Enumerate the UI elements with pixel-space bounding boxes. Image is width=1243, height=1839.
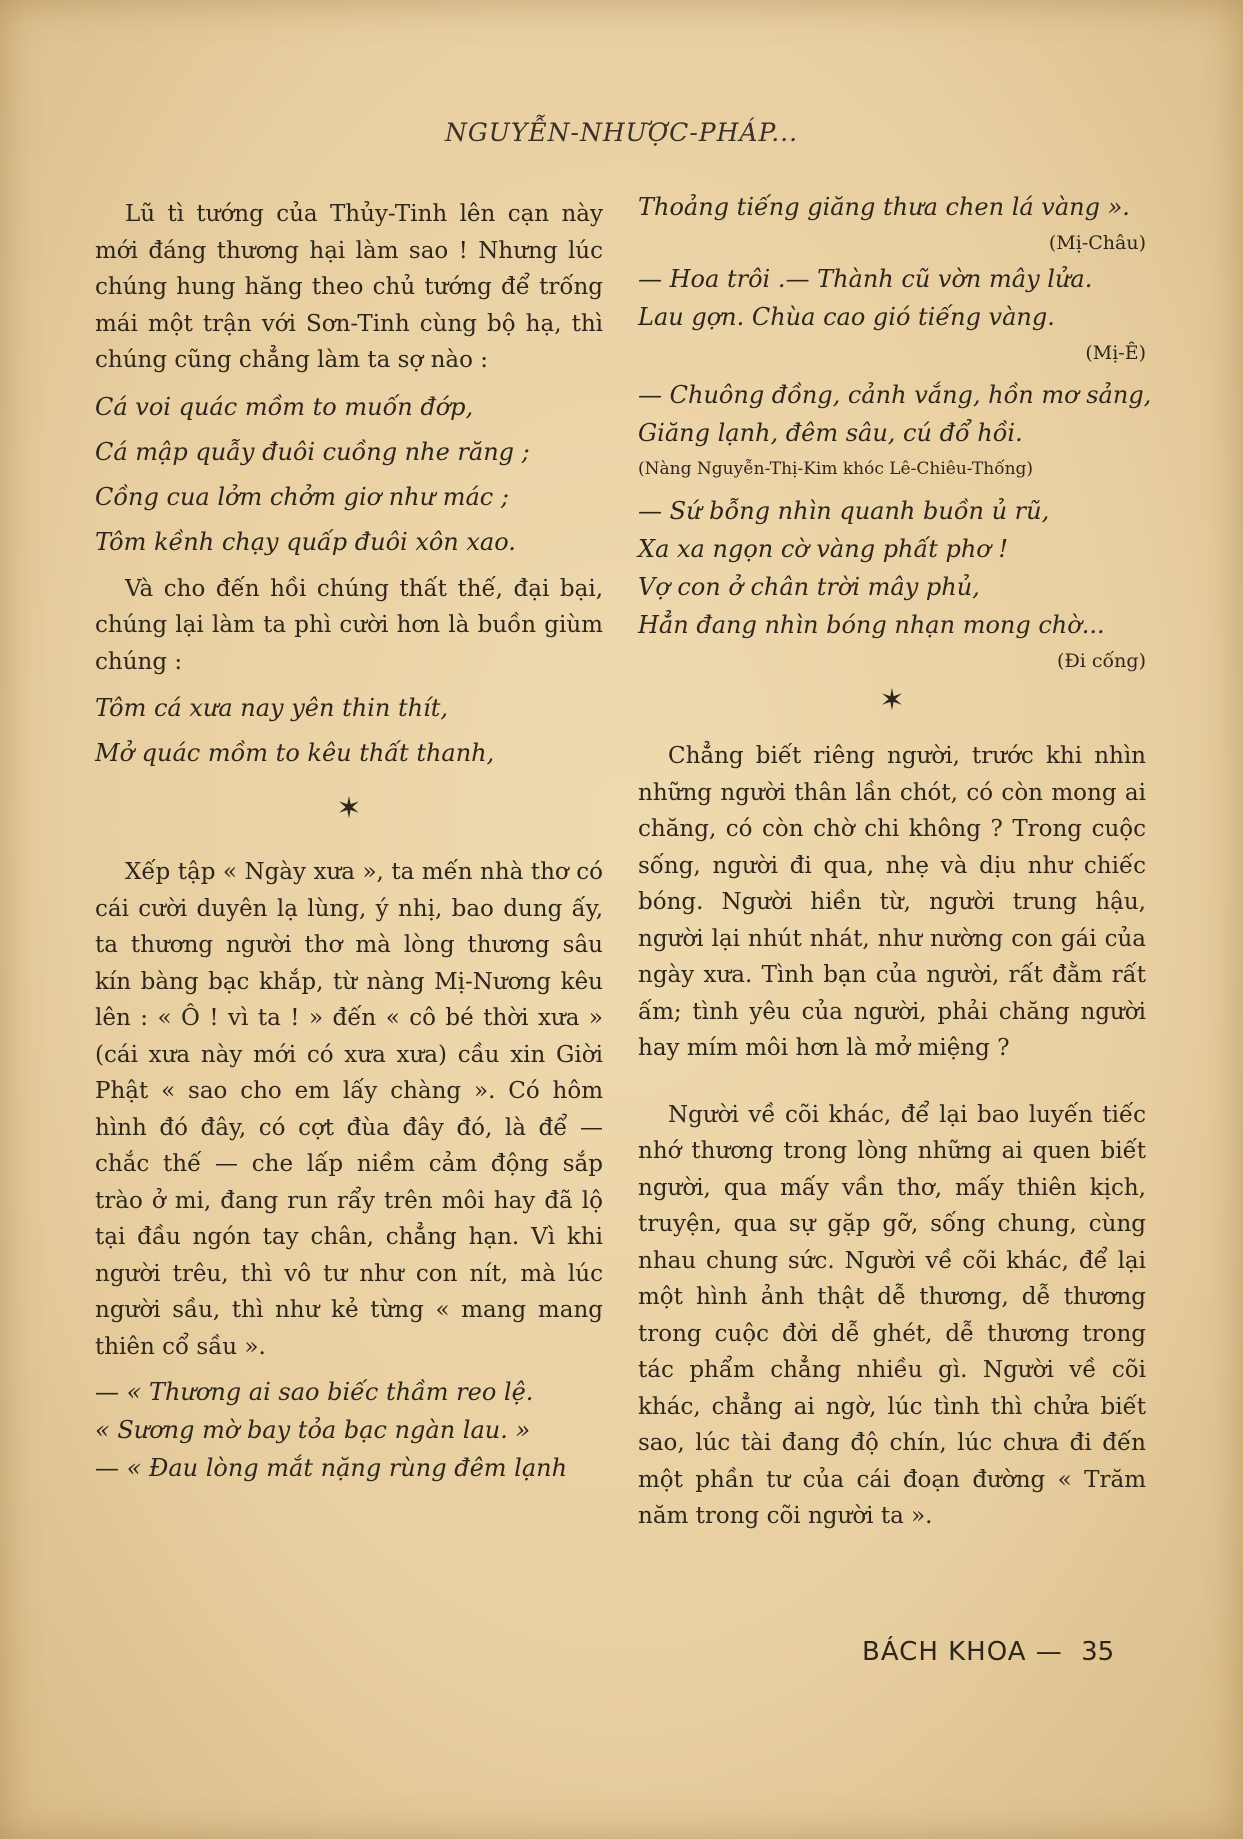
verse-line: Vợ con ở chân trời mây phủ, xyxy=(638,573,980,601)
paragraph: Xếp tập « Ngày xưa », ta mến nhà thơ có cái cười duyên lạ lùng, ý nhị, bao dung ấy, ta thương người thơ mà lòng thương sâu kín bàng bạc khắp, từ nàng Mị-Nương kêu lên : « Ô ! vì ta ! » đến « cô bé thời xưa » (cái xưa này mới có xưa xưa) cầu xin Giời Phật « sao cho em lấy chàng ». Có hôm hình đó đây, có cợt đùa đây đó, là để — chắc thế — che lấp niềm cảm động sắp trào ở mi, đang run rẩy trên môi hay đã lộ tại đầu ngón tay chân, chẳng hạn. Vì khi người trêu, thì vô tư như con nít, mà lúc người sầu, thì như kẻ từng « mang mang thiên cổ sầu ». xyxy=(95,859,603,1360)
verse-line: — « Thương ai sao biếc thầm reo lệ. xyxy=(95,1378,534,1406)
verse-line: — « Đau lòng mắt nặng rùng đêm lạnh xyxy=(95,1454,568,1482)
paragraph: Lũ tì tướng của Thủy-Tinh lên cạn này mới đáng thương hại làm sao ! Nhưng lúc chúng hung hăng theo chủ tướng để trống mái một trận với Sơn-Tinh cùng bộ hạ, thì chúng cũng chẳng làm ta sợ nào : xyxy=(95,201,603,373)
section-star-icon: ✶ xyxy=(879,683,905,718)
verse-line: Xa xa ngọn cờ vàng phất phơ ! xyxy=(638,535,1009,563)
verse-line: — Chuông đồng, cảnh vắng, hồn mơ sảng, xyxy=(638,381,1152,409)
verse-line: Tôm cá xưa nay yên thin thít, xyxy=(95,694,449,722)
verse-line: Thoảng tiếng giăng thưa chen lá vàng ». xyxy=(638,193,1130,221)
running-header: NGUYỄN-NHƯỢC-PHÁP... xyxy=(444,118,799,147)
verse-line: Cồng cua lởm chởm giơ như mác ; xyxy=(95,482,509,511)
paragraph: Người về cõi khác, để lại bao luyến tiếc nhớ thương trong lòng những ai quen biết người, qua mấy vần thơ, mấy thiên kịch, truyện, qua sự gặp gỡ, sống chung, cùng nhau chung sức. Người về cõi khác, để lại một hình ảnh thật dễ thương, dễ thương trong cuộc đời dễ ghét, dễ thương trong tác phẩm chẳng nhiều gì. Người về cõi khác, chẳng ai ngờ, lúc tình thì chửa biết sao, lúc tài đang độ chín, lúc chưa đi đến một phần tư của cái đoạn đường « Trăm năm trong cõi người ta ». xyxy=(638,1101,1146,1529)
verse-line: Cá voi quác mồm to muốn đớp, xyxy=(95,392,474,421)
verse-block xyxy=(95,385,603,565)
verse-block xyxy=(95,686,603,776)
left-column xyxy=(95,196,603,1487)
section-star-icon: ✶ xyxy=(336,791,362,826)
page-number: 35 xyxy=(1081,1637,1115,1667)
paragraph: Và cho đến hồi chúng thất thế, đại bại, chúng lại làm ta phì cười hơn là buồn giùm chúng : xyxy=(95,575,603,675)
verse-line: Tôm kềnh chạy quấp đuôi xôn xao. xyxy=(95,527,516,556)
verse-line: Mở quác mồm to kêu thất thanh, xyxy=(95,739,495,767)
verse-line: Giăng lạnh, đêm sâu, cú đổ hồi. xyxy=(638,419,1023,447)
verse-attribution: (Mị-Châu) xyxy=(1048,232,1146,254)
verse-attribution: (Mị-Ê) xyxy=(1085,342,1146,364)
verse-attribution: (Nàng Nguyễn-Thị-Kim khóc Lê-Chiêu-Thống) xyxy=(638,459,1034,479)
verse-line: — Sứ bỗng nhìn quanh buồn ủ rũ, xyxy=(638,497,1050,525)
verse-line: — Hoa trôi .— Thành cũ vờn mây lửa. xyxy=(638,265,1093,293)
verse-line: Hẳn đang nhìn bóng nhạn mong chờ... xyxy=(638,611,1105,639)
paragraph: Chẳng biết riêng người, trước khi nhìn những người thân lần chót, có còn mong ai chăng, có còn chờ chi không ? Trong cuộc sống, người đi qua, nhẹ và dịu như chiếc bóng. Người hiền từ, người trung hậu, người lại nhút nhát, như nường con gái của ngày xưa. Tình bạn của người, rất đằm rất ấm; tình yêu của người, phải chăng người hay mím môi hơn là mở miệng ? xyxy=(638,743,1146,1061)
page-footer xyxy=(862,1637,1114,1667)
verse-line: Lau gợn. Chùa cao gió tiếng vàng. xyxy=(638,303,1055,331)
verse-line: Cá mập quẫy đuôi cuồng nhe răng ; xyxy=(95,437,530,466)
verse-block xyxy=(95,1373,603,1487)
right-column xyxy=(638,188,1152,1535)
verse-attribution: (Đi cống) xyxy=(1057,650,1146,672)
verse-line: « Sương mờ bay tỏa bạc ngàn lau. » xyxy=(95,1416,531,1444)
magazine-title: BÁCH KHOA — xyxy=(862,1637,1063,1667)
